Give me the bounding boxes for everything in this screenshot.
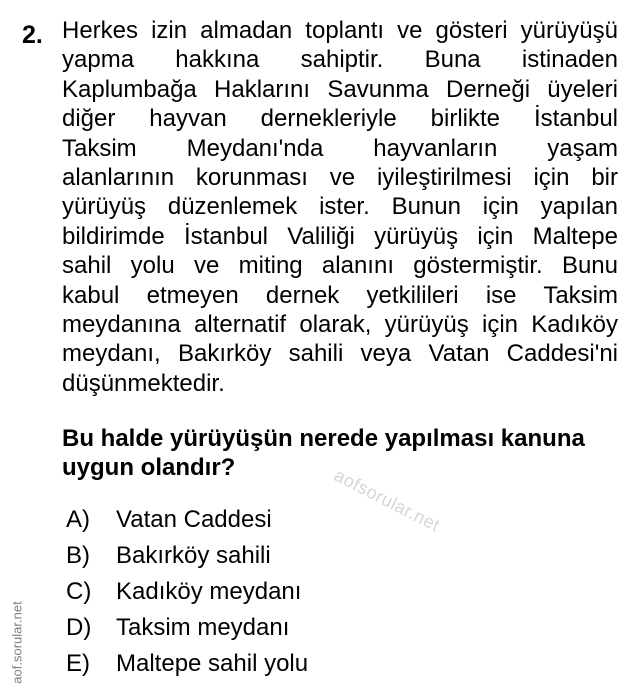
answer-option-c[interactable] (66, 574, 308, 610)
passage-line: diğer hayvan dernekleriyle birlikte İstanbul (62, 105, 618, 133)
option-letter: C) (66, 578, 92, 605)
passage-line: bildirimde İstanbul Valiliği yürüyüş için Maltepe (62, 222, 618, 250)
answer-option-b[interactable] (66, 538, 308, 574)
passage-line: meydanına alternatif olarak, yürüyüş için Kadıköy (62, 310, 618, 338)
prompt-line: uygun olandır? (62, 454, 236, 481)
question-passage (62, 16, 618, 398)
passage-line: Taksim Meydanı'nda hayvanların yaşam (62, 134, 618, 162)
passage-line: meydanı, Bakırköy sahili veya Vatan Caddesi'ni (62, 340, 618, 368)
watermark-side: aof.sorular.net (9, 601, 25, 684)
question-number: 2. (22, 21, 43, 49)
option-text: Bakırköy sahili (116, 542, 271, 569)
passage-line: Kaplumbağa Haklarını Savunma Derneği üyeleri (62, 75, 618, 103)
passage-line: yapma hakkına sahiptir. Buna istinaden (62, 46, 618, 74)
option-text: Kadıköy meydanı (116, 578, 302, 605)
answer-option-e[interactable] (66, 646, 308, 682)
option-text: Taksim meydanı (116, 614, 290, 641)
prompt-line: Bu halde yürüyüşün nerede yapılması kanuna (62, 425, 585, 452)
watermark-center: aofsorular.net (330, 465, 444, 536)
answer-option-a[interactable] (66, 502, 308, 538)
passage-line: düşünmektedir. (62, 369, 225, 397)
answer-options (66, 502, 308, 682)
passage-line: alanlarının korunması ve iyileştirilmesi için bir (62, 163, 618, 191)
option-text: Maltepe sahil yolu (116, 650, 309, 677)
passage-line: sahil yolu ve miting alanını göstermiştir. Bunu (62, 252, 618, 280)
option-text: Vatan Caddesi (116, 506, 272, 533)
answer-option-d[interactable] (66, 610, 308, 646)
passage-line: Herkes izin almadan toplantı ve gösteri yürüyüşü (62, 17, 618, 44)
option-letter: D) (66, 614, 92, 641)
passage-line: kabul etmeyen dernek yetkilileri ise Taksim (62, 281, 618, 309)
option-letter: A) (66, 506, 90, 533)
option-letter: E) (66, 650, 90, 677)
option-letter: B) (66, 542, 90, 569)
passage-line: yürüyüş düzenlemek ister. Bunun için yapılan (62, 193, 618, 221)
